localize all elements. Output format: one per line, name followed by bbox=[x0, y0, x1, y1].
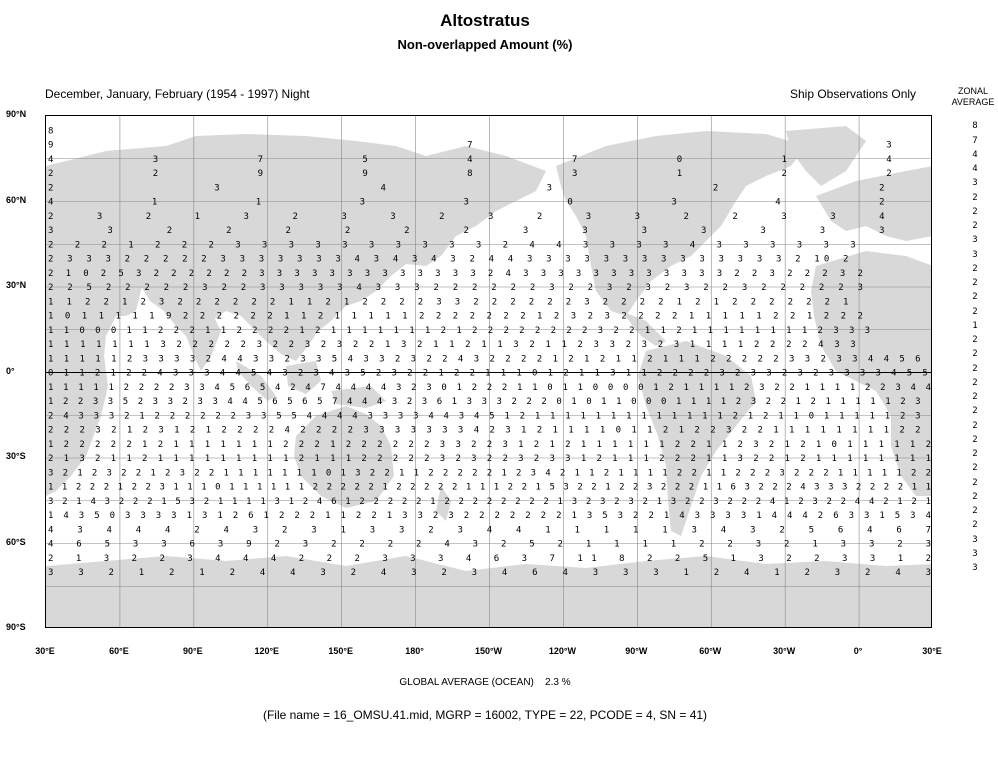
data-row: 1 0 1 1 1 1 1 9 2 2 2 2 2 2 1 1 2 1 1 1 1 1 2 2 2 2 2 2 2 1 2 3 2 3 2 2 2 2 1 1 1 1 1 2 2 1 2 2 2 bbox=[48, 311, 863, 322]
landmass-antarctica bbox=[46, 553, 932, 628]
map-title: Altostratus bbox=[440, 11, 530, 30]
zonal-average-value: 3 bbox=[972, 534, 978, 545]
longitude-label: 90°W bbox=[625, 646, 648, 656]
longitude-label: 60°E bbox=[109, 646, 129, 656]
zonal-average-value: 4 bbox=[972, 164, 978, 174]
zonal-header-line1: ZONAL bbox=[957, 86, 988, 96]
zonal-average-value: 2 bbox=[972, 477, 978, 488]
zonal-average-value: 2 bbox=[972, 263, 978, 274]
longitude-label: 90°E bbox=[183, 646, 203, 656]
data-row: 2 3 4 3 2 2 bbox=[48, 183, 885, 194]
map-subtitle: Non-overlapped Amount (%) bbox=[397, 37, 573, 52]
longitude-label: 0° bbox=[853, 646, 863, 656]
longitude-label: 30°E bbox=[922, 646, 942, 656]
source-label: Ship Observations Only bbox=[790, 87, 917, 101]
data-row: 1 1 1 1 1 2 2 2 2 3 3 4 5 6 5 4 2 4 7 4 4 4 4 3 2 3 0 1 2 2 2 1 1 0 1 1 0 0 0 0 1 2 1 1 1 1 2 3 2 2 1 1 1 1 2 2 3 4 4 bbox=[48, 382, 931, 393]
zonal-average-header bbox=[945, 86, 998, 108]
zonal-average-value: 2 bbox=[972, 449, 978, 459]
zonal-average-value: 4 bbox=[972, 149, 978, 160]
zonal-average-value: 2 bbox=[972, 349, 978, 360]
data-row: 2 1 3 2 2 3 4 4 4 2 2 2 3 3 3 4 6 3 7 11 8 2 2 5 1 3 2 2 3 3 1 2 bbox=[48, 553, 931, 564]
data-row: 1 4 3 5 0 3 3 3 3 1 3 1 2 6 1 2 2 2 1 1 2 2 1 3 3 2 3 2 2 2 2 2 2 2 1 3 5 3 2 2 1 4 3 3 3 3 1 4 4 4 2 6 3 3 1 5 3 4 bbox=[48, 511, 932, 521]
data-row: 2 2 5 2 2 2 2 2 3 2 2 3 3 3 3 3 4 3 3 3 2 2 2 2 2 2 3 2 2 3 2 3 2 3 2 2 3 2 2 2 2 2 3 bbox=[48, 283, 863, 293]
data-row: 1 2 2 3 3 5 2 3 3 2 3 3 4 4 5 6 5 6 5 7 4 4 4 3 2 3 6 1 3 3 3 2 2 2 0 1 0 1 1 0 0 0 1 1 1 1 2 3 2 2 1 2 1 1 1 1 1 2 3 bbox=[48, 397, 921, 407]
latitude-label: 30°N bbox=[6, 280, 27, 290]
period-label: December, January, February (1954 - 1997) Night bbox=[45, 87, 310, 101]
data-row: 1 1 1 1 1 2 3 3 3 3 2 4 4 3 3 2 3 3 5 4 3 3 2 3 2 2 4 3 2 2 2 2 1 2 1 2 1 1 2 1 1 1 2 2 2 2 2 3 3 2 3 3 4 4 5 6 bbox=[48, 354, 921, 365]
zonal-average-value: 2 bbox=[972, 406, 978, 417]
data-row: 3 3 2 1 2 1 2 4 4 3 2 4 3 2 3 4 6 4 3 3 3 1 2 4 1 2 3 2 4 3 bbox=[48, 568, 931, 578]
data-row: 2 1 0 2 5 3 2 2 2 2 2 2 3 3 3 3 3 3 3 3 3 3 3 3 3 2 4 3 3 3 3 3 3 3 3 3 3 3 3 2 2 3 2 2 2 3 2 bbox=[48, 268, 863, 279]
zonal-average-value: 2 bbox=[972, 520, 978, 531]
data-row: 4 6 5 3 3 6 3 9 2 3 2 2 2 2 4 3 2 5 2 1 1 1 1 2 2 3 2 1 3 3 2 3 bbox=[48, 539, 931, 550]
data-row: 1 1 2 2 2 1 2 2 3 1 1 1 0 1 1 1 1 1 1 2 2 2 2 2 1 2 2 2 2 2 1 1 1 2 2 1 5 3 2 2 1 2 2 3 2 2 2 1 1 6 3 2 2 2 4 3 3 3 2 2 2 2 1 1 bbox=[48, 482, 931, 493]
latitude-label: 60°N bbox=[6, 194, 27, 205]
zonal-average-value: 2 bbox=[972, 206, 978, 217]
latitude-label: 0° bbox=[6, 365, 15, 376]
data-row: 4 3 7 5 4 7 0 1 4 bbox=[48, 154, 892, 165]
data-row: 1 1 2 2 1 2 3 2 2 2 2 2 2 1 1 2 1 2 2 2 2 3 3 2 2 2 2 2 2 3 2 2 2 2 1 2 1 2 2 2 2 2 2 1 bbox=[48, 297, 849, 308]
data-row: 2 4 3 3 3 2 1 2 2 2 2 2 2 3 3 5 5 4 4 4 4 3 3 3 3 4 4 3 4 5 1 2 1 1 1 1 1 1 1 1 1 1 1 1 1 2 1 2 1 1 0 1 1 1 1 1 2 3 bbox=[48, 411, 921, 422]
zonal-average-value: 2 bbox=[972, 377, 978, 388]
zonal-average-value: 8 bbox=[972, 121, 978, 132]
data-row: 2 3 2 1 3 2 3 3 2 3 2 3 3 2 2 3 3 4 bbox=[48, 211, 885, 222]
zonal-average-value: 7 bbox=[972, 135, 978, 146]
data-row: 1 1 1 1 1 1 1 3 2 2 2 2 2 3 2 2 3 2 3 2 2 1 3 2 1 1 2 1 1 3 2 1 1 2 3 3 2 3 2 3 1 1 1 1 2 2 2 2 4 3 3 bbox=[48, 340, 856, 350]
data-row: 3 2 1 4 3 2 2 2 1 5 3 2 1 1 1 1 3 1 2 4 6 1 2 2 2 2 2 1 2 2 2 2 2 2 2 2 1 3 2 3 2 3 2 1 3 2 2 3 2 2 2 4 1 2 3 2 2 4 4 2 1 2 1 bbox=[48, 496, 931, 507]
global-average bbox=[0, 677, 970, 688]
zonal-average-value: 3 bbox=[972, 563, 978, 573]
zonal-average-value: 2 bbox=[972, 491, 978, 502]
longitude-label: 60°W bbox=[699, 646, 722, 656]
zonal-average-value: 2 bbox=[972, 306, 978, 317]
zonal-average-value: 3 bbox=[972, 178, 978, 189]
data-row: 9 7 3 bbox=[48, 140, 892, 151]
longitude-label: 120°W bbox=[548, 646, 576, 656]
longitude-label: 120°E bbox=[254, 646, 280, 656]
data-row: 4 3 4 4 4 2 4 3 2 3 1 3 3 2 3 4 4 1 1 1 1 1 3 4 3 2 5 6 4 6 7 bbox=[48, 525, 932, 536]
latitude-label: 30°S bbox=[6, 451, 26, 461]
data-row: 3 3 2 2 2 2 2 2 3 3 3 3 3 3 3 bbox=[48, 226, 885, 236]
data-row: 2 2 2 3 2 1 2 3 1 2 1 2 2 2 2 4 2 2 2 2 3 3 3 3 3 3 3 4 2 3 1 2 1 1 1 1 0 1 1 2 1 2 2 3 2 2 1 1 1 1 1 1 1 1 2 2 bbox=[48, 425, 921, 436]
zonal-average-value: 2 bbox=[972, 434, 978, 445]
latitude-label: 60°S bbox=[6, 536, 26, 547]
zonal-average-value: 2 bbox=[972, 292, 978, 303]
data-row: 8 bbox=[48, 126, 54, 137]
data-row: 1 2 2 2 2 2 1 2 1 1 1 1 1 1 1 2 2 2 1 2 2 2 2 2 2 3 3 2 2 3 1 2 1 2 1 1 1 1 1 1 2 2 1 1 2 3 2 1 2 1 0 1 1 1 1 1 2 bbox=[48, 439, 932, 450]
global-average-label: GLOBAL AVERAGE (OCEAN) bbox=[399, 677, 534, 688]
zonal-average-value: 3 bbox=[972, 548, 978, 559]
file-info: (File name = 16_OMSU.41.mid, MGRP = 16002, TYPE = 22, PCODE = 4, SN = 41) bbox=[262, 708, 708, 722]
world-map bbox=[46, 116, 932, 628]
zonal-header-line2: AVERAGE bbox=[951, 97, 995, 107]
zonal-average-value: 2 bbox=[972, 463, 978, 474]
longitude-label: 30°W bbox=[773, 646, 796, 656]
zonal-average-value: 1 bbox=[972, 320, 978, 331]
data-row: 1 1 0 0 0 1 1 2 2 2 1 1 2 2 2 2 1 2 1 1 1 1 1 1 1 2 1 2 2 2 2 2 2 2 2 3 2 2 1 1 2 1 1 1 1 1 1 1 1 2 3 3 3 bbox=[48, 325, 871, 336]
longitude-label: 30°E bbox=[35, 646, 55, 656]
zonal-average-value: 2 bbox=[972, 335, 978, 345]
zonal-average-value: 3 bbox=[972, 249, 978, 260]
data-row: 0 1 1 2 1 2 2 4 3 3 3 4 4 5 4 3 2 3 4 3 5 2 3 2 2 1 2 2 1 1 1 0 1 2 1 1 3 1 1 2 2 2 2 3 2 3 3 2 3 2 3 3 3 3 4 5 5 bbox=[48, 368, 928, 379]
global-average-value: 2.3 % bbox=[545, 677, 571, 688]
data-row: 3 2 1 2 3 2 2 1 2 3 2 2 1 1 1 1 1 1 1 0 1 3 2 2 1 1 2 2 2 2 2 1 2 3 4 2 1 1 2 1 1 1 1 2 2 1 1 2 2 2 3 2 2 2 1 1 1 1 1 2 2 bbox=[48, 468, 932, 479]
map-frame bbox=[45, 115, 932, 628]
zonal-average-value: 2 bbox=[972, 363, 978, 374]
data-row: 2 1 3 2 1 1 2 1 1 1 1 1 1 1 1 1 2 1 1 1 2 2 2 2 2 3 2 3 2 2 3 2 3 3 1 2 1 1 1 2 2 2 1 1 3 2 2 1 2 1 1 1 1 1 1 1 1 bbox=[48, 454, 932, 464]
latitude-label: 90°N bbox=[6, 109, 27, 119]
longitude-label: 150°W bbox=[474, 646, 503, 656]
zonal-average-value: 2 bbox=[972, 221, 978, 231]
longitude-label: 150°E bbox=[328, 646, 353, 656]
latitude-label: 90°S bbox=[6, 622, 26, 632]
zonal-average-value: 2 bbox=[972, 420, 978, 431]
zonal-average-value: 2 bbox=[972, 392, 978, 402]
zonal-average-value: 3 bbox=[972, 235, 978, 246]
zonal-average-value: 2 bbox=[972, 278, 978, 288]
longitude-label: 180° bbox=[405, 646, 424, 656]
data-row: 4 1 1 3 3 0 3 4 2 bbox=[48, 197, 885, 208]
zonal-average-value: 2 bbox=[972, 506, 978, 516]
landmass-sumatra bbox=[236, 361, 276, 401]
data-row: 2 2 2 1 2 2 2 3 3 3 3 3 3 3 3 3 3 2 4 4 3 3 3 3 4 3 3 3 3 3 3 bbox=[48, 240, 856, 251]
data-row: 2 2 9 9 8 3 1 2 2 bbox=[48, 169, 892, 179]
data-row: 2 3 3 3 2 2 2 2 2 3 3 3 3 3 3 3 4 3 4 3 4 3 2 4 4 3 3 3 3 3 3 3 3 3 3 3 3 3 3 2 10 2 bbox=[48, 254, 849, 265]
zonal-average-value: 2 bbox=[972, 192, 978, 203]
landmass-greenland bbox=[786, 126, 866, 186]
